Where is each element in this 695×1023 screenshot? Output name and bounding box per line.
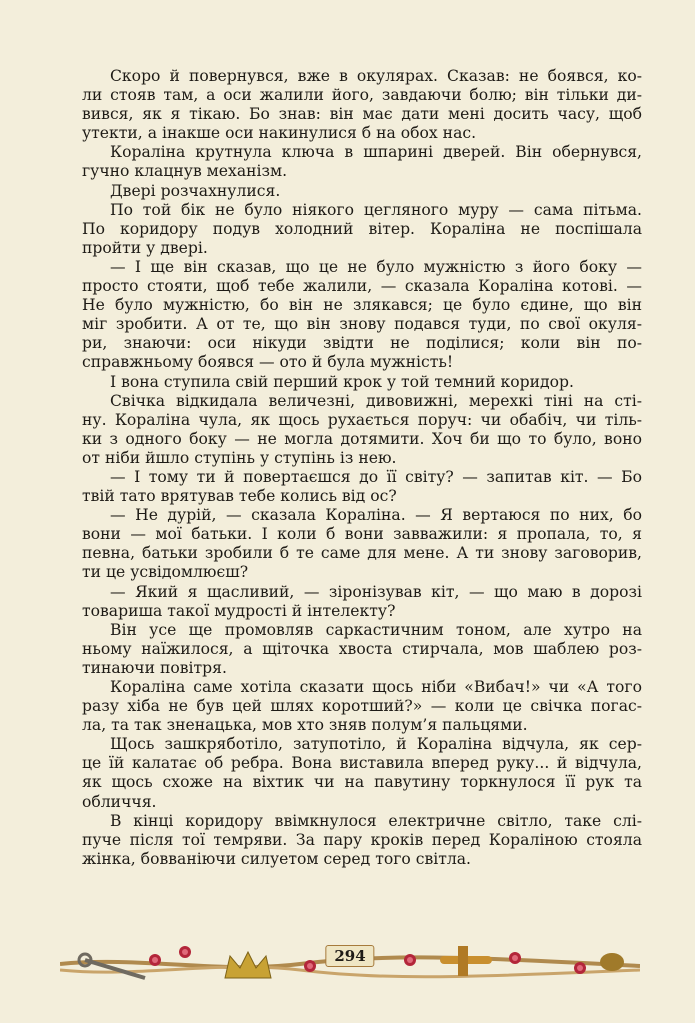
text-line: пуче після тої темряви. За пару кроків перед Кораліною стояла <box>82 830 642 849</box>
text-line: вони — мої батьки. І коли б вони завважили: я пропала, то, я <box>82 525 642 544</box>
text-line: — І ще він сказав, що це не було мужністю з його боку — <box>110 257 642 276</box>
rose-icon <box>404 954 416 966</box>
text-line: ли стояв там, а оси жалили його, завдаючи болю; він тільки ди- <box>82 86 642 105</box>
paragraph <box>82 506 642 582</box>
text-line: як щось схоже на віхтик чи на павутину торкнулося її рук та <box>82 773 642 792</box>
text-line: товариша такої мудрості й інтелекту? <box>82 601 396 620</box>
paragraph <box>82 143 642 181</box>
paragraph <box>82 392 642 468</box>
text-line: це їй калатає об ребра. Вона виставила вперед руку... й відчула, <box>82 754 642 773</box>
paragraph <box>82 583 642 621</box>
text-line: Не було мужністю, бо він не злякався; це було єдине, що він <box>82 296 642 315</box>
paragraph <box>82 621 642 678</box>
text-line: просто стояти, щоб тебе жалили, — сказала Кораліна котові. — <box>82 277 642 296</box>
rose-icon <box>509 952 521 964</box>
text-line: ньому наїжилося, а щіточка хвоста стирчала, мов шаблею роз- <box>82 639 642 658</box>
text-line: Кораліна саме хотіла сказати щось ніби «Вибач!» чи «А того <box>110 678 642 696</box>
airplane-icon <box>440 946 492 976</box>
text-line: обличчя. <box>82 792 157 811</box>
text-line: Кораліна крутнула ключа в шпарині дверей. Він обернувся, <box>110 143 642 162</box>
text-line: Він усе ще промовляв саркастичним тоном, але хутро на <box>110 620 642 639</box>
text-line: гучно клацнув механізм. <box>82 162 288 181</box>
rose-icon <box>304 960 316 972</box>
text-line: ла, та так зненацька, мов хто зняв полум’я пальцями. <box>82 716 528 735</box>
text-line: Скоро й повернувся, вже в окулярах. Сказав: не боявся, ко- <box>110 67 642 85</box>
beetle-icon <box>600 953 624 971</box>
paragraph <box>82 67 642 143</box>
text-line: Свічка відкидала величезні, дивовижні, мерехкі тіні на сті- <box>110 391 642 410</box>
text-line: ну. Кораліна чула, як щось рухається поруч: чи обабіч, чи тіль- <box>82 410 642 429</box>
text-line: міг зробити. А от те, що він знову подався туди, по свої окуля- <box>82 315 642 334</box>
paragraph <box>82 201 642 258</box>
text-line: ти це усвідомлюєш? <box>82 563 249 582</box>
rose-icon <box>574 962 586 974</box>
text-line: утекти, а інакше оси накинулися б на обох нас. <box>82 124 477 143</box>
text-line: разу хіба не був цей шлях коротший?» — коли це свічка погас- <box>82 697 642 716</box>
body-text <box>82 67 642 869</box>
text-line: певна, батьки зробили б те саме для мене. А ти знову заговорив, <box>82 544 642 563</box>
text-line: пройти у двері. <box>82 238 208 257</box>
text-line: По коридору подув холодний вітер. Кораліна не поспішала <box>82 219 642 238</box>
text-line: — І тому ти й повертаєшся до її світу? — запитав кіт. — Бо <box>110 467 642 486</box>
crown-icon <box>225 952 271 978</box>
paragraph <box>82 812 642 869</box>
text-line: — Не дурій, — сказала Кораліна. — Я вертаюся по них, бо <box>110 506 642 525</box>
text-line: тинаючи повітря. <box>82 658 227 677</box>
paragraph <box>82 258 642 373</box>
text-line: Двері розчахнулися. <box>110 181 281 200</box>
text-line: ри, знаючи: оси нікуди звідти не поділися; коли він по- <box>82 334 642 353</box>
decorative-footer <box>60 930 640 995</box>
paragraph <box>82 373 642 392</box>
text-line: вився, як я тікаю. Бо знав: він має дати мені досить часу, щоб <box>82 105 642 124</box>
paragraph <box>82 735 642 811</box>
text-line: В кінці коридору ввімкнулося електричне світло, таке слі- <box>110 811 642 830</box>
rose-icon <box>179 946 191 958</box>
paragraph <box>82 182 642 201</box>
text-line: жінка, бовваніючи силуетом серед того світла. <box>82 849 472 868</box>
page-number: 294 <box>325 945 374 967</box>
key-icon <box>79 954 145 978</box>
rose-icon <box>149 954 161 966</box>
text-line: справжньому боявся — ото й була мужність! <box>82 353 454 372</box>
text-line: — Який я щасливий, — зіронізував кіт, — що маю в дорозі <box>110 582 642 601</box>
text-line: твій тато врятував тебе колись від ос? <box>82 487 397 506</box>
paragraph <box>82 468 642 506</box>
text-line: ки з одного боку — не могла дотямити. Хоч би що то було, воно <box>82 429 642 448</box>
text-line: І вона ступила свій перший крок у той темний коридор. <box>110 372 574 391</box>
paragraph <box>82 678 642 735</box>
text-line: от ніби йшло ступінь у ступінь із нею. <box>82 448 397 467</box>
text-line: По той бік не було ніякого цегляного муру — сама пітьма. <box>110 200 642 219</box>
text-line: Щось зашкряботіло, затупотіло, й Кораліна відчула, як сер- <box>110 735 642 754</box>
